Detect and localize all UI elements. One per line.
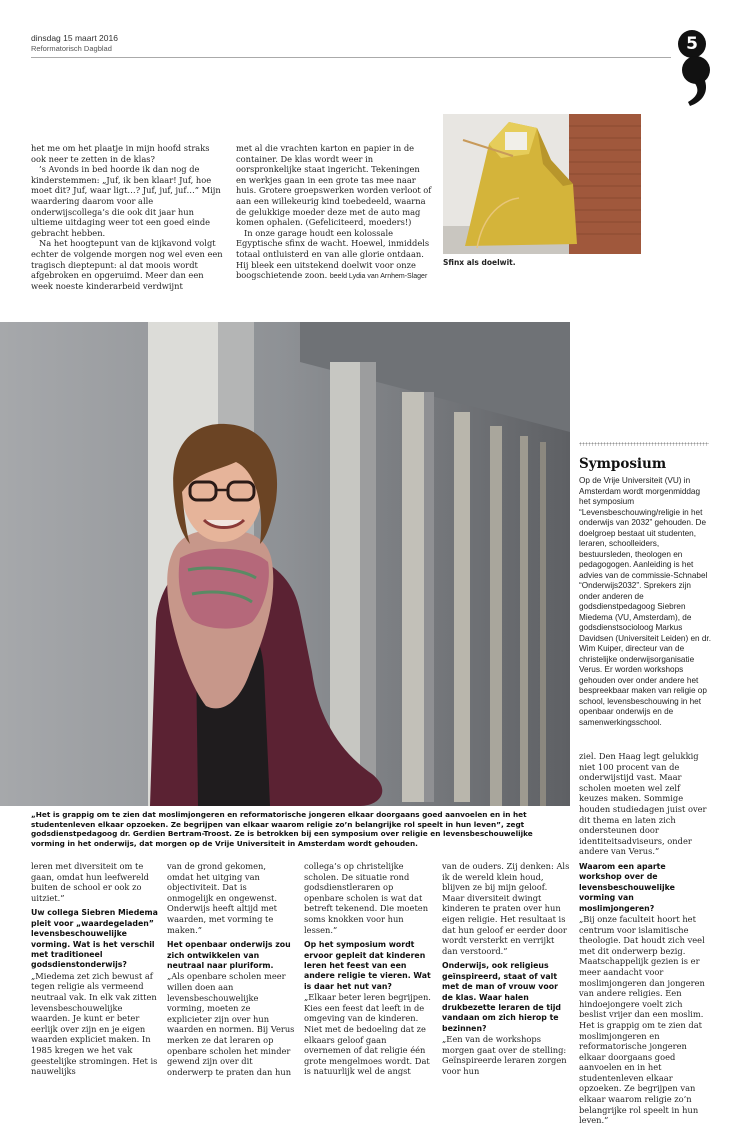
paragraph: „Bij onze faculteit hoort het centrum voor islamitische theologie. Dat houdt zich veel met dit onderwerp bezig. Maatschappelijk gezien is er meer aandacht voor moslimjongeren dan jongeren van andere religies. Een hindoejongere voelt zich beslist vrijer dan een moslim. Het is grappig om te zien dat moslimjongeren en reformatorische jongeren elkaar doorgaans goed aanvoelen en in het studentenleven elkaar opzoeken. Ze begrijpen van elkaar waarom religie zo’n belangrijke rol speelt in hun leven.” <box>579 913 705 1126</box>
paragraph: van de grond gekomen, omdat het uitging van objectiviteit. Dat is onmogelijk en ongewenst. Onderwijs heeft altijd met waarden, met vorming te maken.” <box>167 861 278 935</box>
interview-question: Onderwijs, ook religieus geïnspireerd, staat of valt met de man of vrouw voor de klas. Waar halen drukbezette leraren de tijd vandaan om zich hierop te bezinnen? <box>442 961 562 1033</box>
portrait-photo <box>0 322 570 806</box>
bottom-column-3 <box>304 861 432 1077</box>
interview-question: Het openbaar onderwijs zou zich ontwikkelen van neutraal naar pluriform. <box>167 940 291 970</box>
interview-question: Waarom een aparte workshop over de levensbeschouwelijke vorming van moslimjongeren? <box>579 861 675 913</box>
header-date: dinsdag 15 maart 2016 <box>31 33 118 43</box>
paragraph <box>236 228 432 283</box>
bottom-column-2 <box>167 861 295 1077</box>
right-column <box>579 751 711 1126</box>
portrait-illustration <box>0 322 570 806</box>
sfinx-caption: Sfinx als doelwit. <box>443 258 516 267</box>
sfinx-photo <box>443 114 641 254</box>
sidebar-body: Op de Vrije Universiteit (VU) in Amsterdam wordt morgenmiddag het symposium “Levensbeschouwing/religie in het onderwijs van 2032” gehouden. De doelgroep bestaat uit studenten, leraren, schoolleiders, bestuursleden, theologen en pedagogogen. Aanleiding is het advies van de commissie-Schnabel “Onderwijs2032”. Sprekers zijn onder anderen de godsdienstpedagoog Siebren Miedema (VU, Amsterdam), de godsdienstsocioloog Markus Davidsen (Universiteit Leiden) en dr. Wim Kuiper, directeur van de christelijke onderwijsorganisatie Verus. Er worden workshops gehouden over onder andere het bespreekbaar maken van religie op school, levensbeschouwing in het openbaar onderwijs en de samenwerkingsschool. <box>579 476 711 727</box>
paragraph: ziel. Den Haag legt gelukkig niet 100 procent van de onderwijstijd vast. Maar scholen moeten wel zelf keuzes maken. Sommige houden studiedagen juist over dit thema en laten zich ondersteunen door identiteitsadviseurs, onder andere van Verus.” <box>579 751 707 857</box>
paragraph: van de ouders. Zij denken: Als ik de wereld klein houd, blijven ze bij mijn geloof. Maar diversiteit dwingt kinderen te praten over hun eigen religie. Het resultaat is dat hun geloof er eerder door wordt versterkt en verrijkt dan verstoord.” <box>442 861 570 956</box>
top-column-2 <box>236 143 432 283</box>
bottom-column-4 <box>442 861 570 1077</box>
paragraph: het me om het plaatje in mijn hoofd straks ook neer te zetten in de klas? <box>31 143 210 164</box>
sidebar-title: Symposium <box>579 456 667 472</box>
interview-question: Op het symposium wordt ervoor gepleit dat kinderen leren het feest van een andere religie te vieren. Wat is daar het nut van? <box>304 940 431 991</box>
paragraph: Na het hoogtepunt van de kijkavond volgt echter de volgende morgen nog wel even een tragisch dieptepunt: al dat moois wordt afgebroken en opgeruimd. Meer dan een week noeste kinderarbeid verdwijnt <box>31 238 223 291</box>
interview-question: Uw collega Siebren Miedema pleit voor „waardegeladen” levensbeschouwelijke vorming. Wat is het verschil met traditioneel godsdienstonderwijs? <box>31 908 158 970</box>
page-number-badge: 5 <box>678 30 706 58</box>
paragraph: „Een van de workshops morgen gaat over de stelling: Geïnspireerde leraren zorgen voor hun <box>442 1034 567 1076</box>
paragraph: met al die vrachten karton en papier in de container. De klas wordt weer in oorspronkelijke staat ingericht. Tekeningen en werkjes gaan in een grote tas mee naar huis. Grotere groepswerken worden verloot of aan een willekeurig kind toebedeeld, waarna de gelukkige moeder deze met de auto mag komen ophalen. (Gefeliciteerd, moeders!) <box>236 143 432 228</box>
sfinx-illustration <box>443 114 641 254</box>
paragraph: collega’s op christelijke scholen. De situatie rond godsdienstleraren op openbare scholen is wat dat betreft tekenend. Die moeten soms knokken voor hun lessen.” <box>304 861 429 935</box>
comma-logo-icon <box>680 52 732 108</box>
paragraph: leren met diversiteit om te gaan, omdat hun leefwereld buiten de school er ook zo uitziet.” <box>31 861 149 903</box>
paragraph-text: In onze garage houdt een kolossale Egyptische sfinx de wacht. Hoewel, inmiddels totaal ontluisterd en van alle glorie ontdaan. Hij bleek een uitstekend doelwit voor onze boogschietende zoon. <box>236 227 430 281</box>
paragraph: „Als openbare scholen meer willen doen aan levensbeschouwelijke vorming, moeten ze explicieter zijn over hun waarden en normen. Bij Verus merken ze dat leraren op openbare scholen het minder gewend zijn over dit onderwerp te praten dan hun <box>167 971 295 1077</box>
paragraph: ’s Avonds in bed hoorde ik dan nog de kinderstemmen: „Juf, ik ben klaar! Juf, hoe moet dit? Juf, waar ligt…? Juf, juf, juf…” Mijn waardering daarom voor alle onderwijscollega’s die ook dit jaar hun ultieme uitdaging weer tot een goed einde gebracht hebben. <box>31 164 221 238</box>
header-paper-name: Reformatorisch Dagblad <box>31 44 112 53</box>
paragraph: „Elkaar beter leren begrijpen. Kies een feest dat leeft in de omgeving van de kinderen. Niet met de bedoeling dat ze elkaars geloof gaan overnemen of dat religie één grote mengelmoes wordt. Dat is natuurlijk wel de angst <box>304 992 431 1077</box>
sidebar-dotted-rule <box>579 442 709 446</box>
bottom-column-1 <box>31 861 159 1077</box>
header-rule <box>31 57 671 58</box>
paragraph: „Miedema zet zich bewust af tegen religie als vermeend neutraal vak. In elk vak zitten levensbeschouwelijke waarden. Je kunt er beter eerlijk over zijn en je eigen waarden expliciet maken. In 1985 kregen we het vak geestelijke stromingen. Het is nauwelijks <box>31 970 158 1077</box>
top-column-1 <box>31 143 223 291</box>
photo-credit: beeld Lydia van Arnhem-Slager <box>329 273 428 281</box>
photo-caption: „Het is grappig om te zien dat moslimjongeren en reformatorische jongeren elkaar doorgaans goed aanvoelen en in het studentenleven elkaar opzoeken. Ze begrijpen van elkaar waarom religie zo’n belangrijke rol speelt in hun leven”, zegt godsdienstpedagoog dr. Gerdien Bertram-Troost. Ze is betrokken bij een symposium over religie en levensbeschouwelijke vorming in het onderwijs, dat morgen op de Vrije Universiteit in Amsterdam wordt gehouden. <box>31 810 533 848</box>
